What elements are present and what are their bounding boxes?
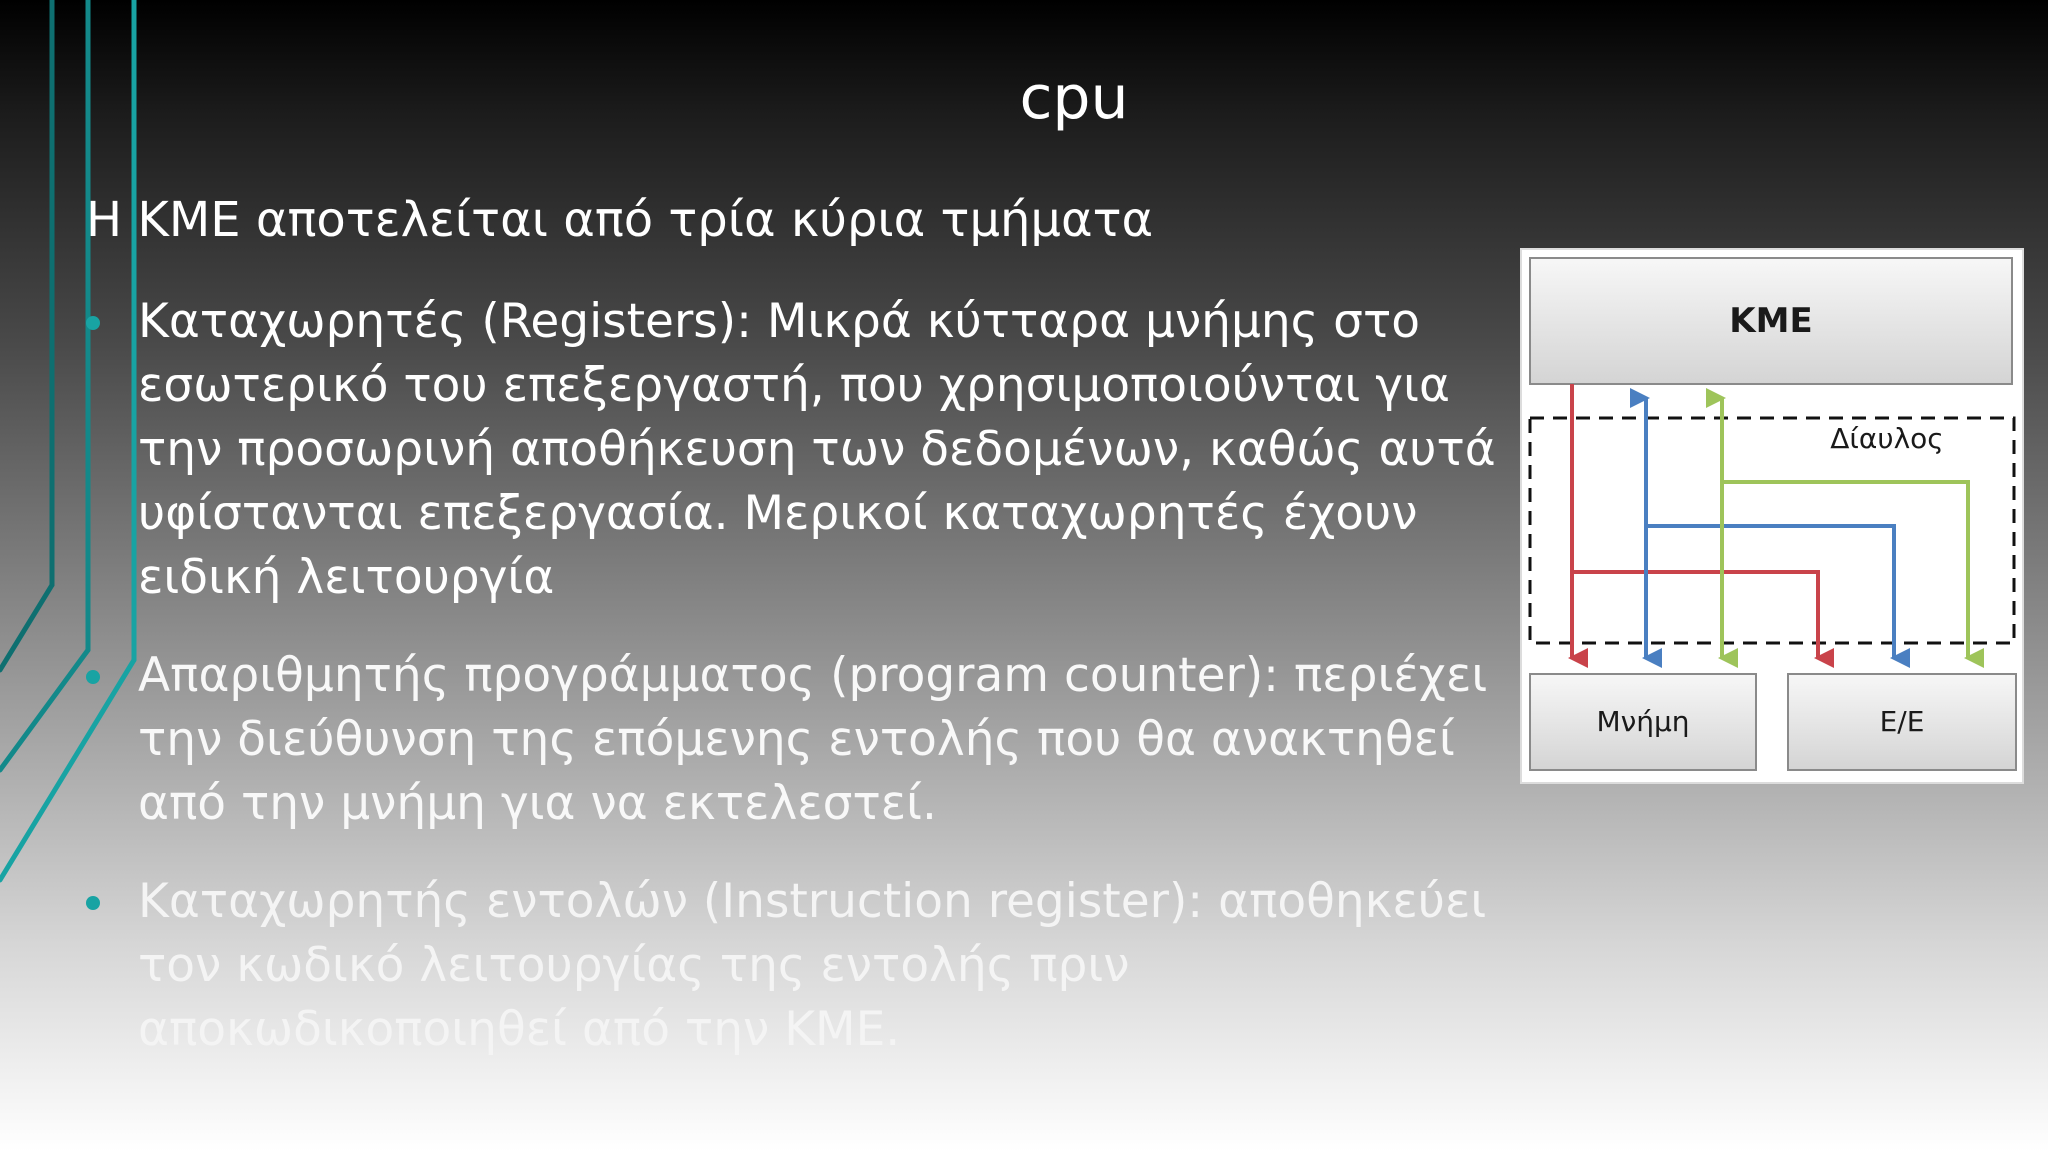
bullet-item-registers (86, 290, 1506, 610)
cpu-label: ΚΜΕ (1729, 301, 1813, 341)
bullet-text: Καταχωρητές (Registers): Μικρά κύτταρα μνήμης στο εσωτερικό του επεξεργαστή, που χρησιμοποιούνται για την προσωρινή αποθήκευση των δεδομένων, καθώς αυτά υφίστανται επεξεργασία. Μερικοί καταχωρητές έχουν ειδική λειτουργία (138, 294, 1496, 605)
bullet-list (86, 290, 1506, 1096)
bullet-text: Απαριθμητής προγράμματος (program counter): περιέχει την διεύθυνση της επόμενης εντολής που θα ανακτηθεί από την μνήμη για να εκτελεστεί. (138, 648, 1488, 831)
memory-label: Μνήμη (1596, 705, 1690, 738)
bullet-dot-icon (86, 670, 100, 684)
io-label: Ε/Ε (1879, 705, 1925, 738)
intro-text: Η ΚΜΕ αποτελείται από τρία κύρια τμήματα (86, 192, 1154, 248)
bus-label: Δίαυλος (1830, 422, 1944, 455)
cpu-bus-diagram (1520, 248, 2024, 784)
bullet-dot-icon (86, 316, 100, 330)
slide-title: cpu (1019, 63, 1129, 133)
bullet-item-instruction-register (86, 870, 1506, 1062)
bullet-item-program-counter (86, 644, 1506, 836)
bullet-dot-icon (86, 896, 100, 910)
bullet-text: Καταχωρητής εντολών (Instruction register): αποθηκεύει τον κωδικό λειτουργίας της εντολής πριν αποκωδικοποιηθεί από την ΚΜΕ. (138, 874, 1487, 1057)
